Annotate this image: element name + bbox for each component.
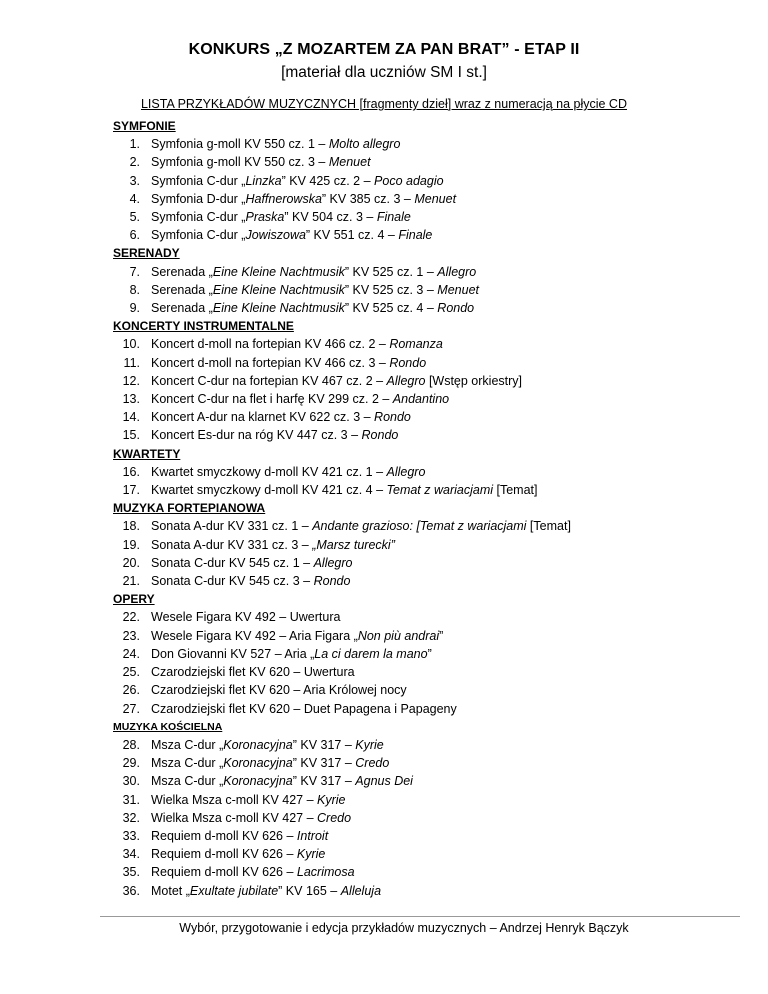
section-heading: MUZYKA KOŚCIELNA — [113, 720, 223, 733]
list-item — [100, 208, 740, 226]
item-text-part: ” KV 165 – — [278, 883, 341, 898]
section-heading: KWARTETY — [113, 446, 181, 461]
item-text — [140, 335, 443, 353]
item-text-part: Serenada „ — [151, 301, 213, 316]
item-text-part: Requiem d-moll KV 626 – — [151, 828, 297, 843]
item-text-part: ” KV 317 – — [292, 737, 356, 752]
item-text-part: Koncert C-dur na flet i harfę KV 299 cz. 2 – — [151, 392, 393, 407]
item-number: 32. — [122, 810, 140, 825]
item-text-part: ” KV 551 cz. 4 – — [305, 228, 399, 243]
item-text-part: ” KV 525 cz. 4 – — [344, 301, 438, 316]
item-number: 16. — [122, 464, 140, 479]
item-number: 33. — [122, 828, 140, 843]
item-text — [140, 791, 346, 809]
item-text-italic: La ci darem la mano — [314, 646, 428, 661]
item-text-part: Czarodziejski flet KV 620 – Aria Królowej nocy — [151, 683, 407, 698]
item-text-part: Symfonia D-dur „ — [151, 191, 246, 206]
list-heading: LISTA PRZYKŁADÓW MUZYCZNYCH [fragmenty dzieł] wraz z numeracją na płycie CD — [140, 97, 627, 111]
item-text — [140, 700, 457, 718]
item-text-part: Sonata A-dur KV 331 cz. 1 – — [151, 519, 313, 534]
item-text-italic: Kyrie — [355, 737, 384, 752]
item-text — [140, 190, 456, 208]
item-text — [140, 463, 425, 481]
item-text-part: Sonata C-dur KV 545 cz. 3 – — [151, 574, 314, 589]
list-item — [100, 372, 740, 390]
item-text-italic: Poco adagio — [374, 173, 444, 188]
item-text-part: Sonata A-dur KV 331 cz. 3 – — [151, 537, 313, 552]
section-heading: SYMFONIE — [113, 119, 176, 133]
section-heading: MUZYKA FORTEPIANOWA — [113, 501, 266, 516]
item-text-italic: Andante grazioso: [Temat z wariacjami — [312, 519, 527, 534]
item-text-part: ” KV 317 – — [292, 774, 356, 789]
item-text-part: Symfonia g-moll KV 550 cz. 1 – — [151, 137, 329, 152]
list-item — [100, 354, 740, 372]
item-text — [140, 517, 571, 535]
item-number: 20. — [122, 555, 140, 570]
item-number: 9. — [129, 301, 140, 316]
item-text-part: Wesele Figara KV 492 – Uwertura — [151, 610, 341, 625]
item-number: 1. — [129, 137, 140, 152]
item-text-part: Koncert d-moll na fortepian KV 466 cz. 3 – — [151, 355, 390, 370]
item-text-italic: Allegro — [437, 264, 477, 279]
item-text — [140, 390, 449, 408]
item-text-italic: Jowiszowa — [245, 228, 306, 243]
item-text-italic: Finale — [376, 210, 411, 225]
item-text-italic: Credo — [355, 756, 390, 771]
item-text — [140, 608, 340, 626]
item-text-italic: „Marsz turecki” — [312, 537, 395, 552]
item-text — [140, 408, 411, 426]
item-number: 17. — [122, 483, 140, 498]
item-number: 2. — [129, 155, 140, 170]
item-text — [140, 827, 328, 845]
list-item — [100, 627, 740, 645]
list-item — [100, 663, 740, 681]
item-text-part: ” — [427, 646, 432, 661]
item-text-part: Msza C-dur „ — [151, 774, 224, 789]
item-text-part: Koncert d-moll na fortepian KV 466 cz. 2 – — [151, 337, 390, 352]
item-number: 6. — [129, 228, 140, 243]
item-number: 34. — [122, 847, 140, 862]
item-number: 12. — [122, 373, 140, 388]
item-text — [140, 663, 355, 681]
item-text-italic: Eine Kleine Nachtmusik — [212, 264, 345, 279]
item-text-italic: Allegro — [313, 555, 353, 570]
item-text-part: Koncert Es-dur na róg KV 447 cz. 3 – — [151, 428, 362, 443]
item-number: 24. — [122, 646, 140, 661]
item-number: 3. — [129, 173, 140, 188]
section-heading: KONCERTY INSTRUMENTALNE — [113, 319, 294, 334]
list-item — [100, 299, 740, 317]
list-item — [100, 700, 740, 718]
list-item — [100, 426, 740, 444]
item-text — [140, 681, 407, 699]
item-text-italic: Kyrie — [296, 847, 326, 862]
item-text-part: ” KV 425 cz. 2 – — [281, 173, 375, 188]
list-item — [100, 863, 740, 881]
item-number: 19. — [122, 537, 140, 552]
item-text — [140, 372, 522, 390]
item-text-italic: Credo — [317, 810, 352, 825]
item-text-italic: Lacrimosa — [296, 865, 355, 880]
item-text — [140, 863, 355, 881]
item-text-part: [Wstęp orkiestry] — [425, 373, 523, 388]
item-text-italic: Rondo — [389, 355, 427, 370]
item-text-italic: Alleluja — [340, 883, 382, 898]
footer-divider — [100, 916, 740, 917]
list-item — [100, 481, 740, 499]
item-number: 18. — [122, 519, 140, 534]
item-text-part: Motet „ — [151, 883, 190, 898]
list-item — [100, 681, 740, 699]
item-text-italic: Temat z wariacjami — [386, 483, 494, 498]
item-text-italic: Haffnerowska — [245, 191, 322, 206]
item-number: 26. — [122, 683, 140, 698]
list-item — [100, 772, 740, 790]
list-item — [100, 809, 740, 827]
item-text — [140, 208, 411, 226]
list-item — [100, 390, 740, 408]
item-text — [140, 754, 389, 772]
item-number: 8. — [129, 282, 140, 297]
list-item — [100, 408, 740, 426]
item-text-part: Serenada „ — [151, 264, 213, 279]
item-text-part: ” KV 525 cz. 1 – — [344, 264, 438, 279]
item-text-italic: Koronacyjna — [223, 737, 293, 752]
item-text-italic: Menuet — [437, 282, 479, 297]
item-text — [140, 226, 432, 244]
list-item — [100, 882, 740, 900]
list-item — [100, 572, 740, 590]
item-text-part: Wesele Figara KV 492 – Aria Figara „ — [151, 628, 358, 643]
item-number: 30. — [122, 774, 140, 789]
section-heading: OPERY — [113, 592, 155, 607]
list-item — [100, 172, 740, 190]
item-text-part: ” KV 385 cz. 3 – — [321, 191, 415, 206]
item-text-italic: Allegro — [386, 464, 426, 479]
item-text — [140, 354, 426, 372]
item-text-part: [Temat] — [526, 519, 571, 534]
item-text-italic: Eine Kleine Nachtmusik — [212, 282, 345, 297]
item-text-part: Serenada „ — [151, 282, 213, 297]
list-item — [100, 263, 740, 281]
item-text-part: Wielka Msza c-moll KV 427 – — [151, 792, 318, 807]
item-text-part: Requiem d-moll KV 626 – — [151, 865, 297, 880]
item-number: 31. — [122, 792, 140, 807]
list-item — [100, 827, 740, 845]
list-item — [100, 335, 740, 353]
list-item — [100, 463, 740, 481]
item-text — [140, 481, 537, 499]
item-text-italic: Exultate jubilate — [189, 883, 279, 898]
item-text — [140, 645, 432, 663]
item-text — [140, 772, 413, 790]
list-item — [100, 608, 740, 626]
item-text — [140, 426, 398, 444]
list-item — [100, 135, 740, 153]
item-text-italic: Kyrie — [317, 792, 346, 807]
item-text-italic: Molto allegro — [328, 137, 401, 152]
item-text — [140, 299, 474, 317]
item-text — [140, 736, 384, 754]
item-number: 10. — [122, 337, 140, 352]
item-text-part: ” KV 525 cz. 3 – — [344, 282, 438, 297]
item-number: 7. — [129, 264, 140, 279]
item-number: 36. — [122, 883, 140, 898]
item-text-italic: Rondo — [374, 410, 411, 425]
list-item — [100, 153, 740, 171]
item-text-part: Koncert A-dur na klarnet KV 622 cz. 3 – — [151, 410, 375, 425]
item-text-italic: Linzka — [245, 173, 282, 188]
item-number: 11. — [123, 355, 140, 370]
item-text — [140, 882, 381, 900]
item-text-part: Kwartet smyczkowy d-moll KV 421 cz. 4 – — [151, 483, 387, 498]
item-text — [140, 627, 443, 645]
item-text-italic: Andantino — [392, 392, 450, 407]
list-item — [100, 281, 740, 299]
item-text-italic: Menuet — [328, 155, 371, 170]
item-text-part: Czarodziejski flet KV 620 – Uwertura — [151, 665, 355, 680]
item-number: 4. — [129, 191, 140, 206]
list-item — [100, 554, 740, 572]
item-text-italic: Menuet — [414, 191, 457, 206]
page-title: KONKURS „Z MOZARTEM ZA PAN BRAT” - ETAP II — [188, 41, 580, 58]
item-text-part: Don Giovanni KV 527 – Aria „ — [151, 646, 315, 661]
item-text-part: Kwartet smyczkowy d-moll KV 421 cz. 1 – — [151, 464, 387, 479]
item-text-italic: Rondo — [437, 301, 475, 316]
item-text-part: Requiem d-moll KV 626 – — [151, 847, 297, 862]
item-text-part: ” KV 317 – — [292, 756, 356, 771]
item-text — [140, 281, 479, 299]
item-text-italic: Introit — [296, 828, 329, 843]
item-text — [140, 845, 325, 863]
item-text-part: Symfonia C-dur „ — [151, 228, 246, 243]
list-item — [100, 226, 740, 244]
item-number: 27. — [122, 701, 140, 716]
item-text-part: Czarodziejski flet KV 620 – Duet Papagena i Papageny — [151, 701, 457, 716]
item-number: 13. — [122, 392, 140, 407]
item-text — [140, 554, 353, 572]
item-text-italic: Non più andrai — [357, 628, 440, 643]
item-text-part: ” KV 504 cz. 3 – — [284, 210, 377, 225]
item-text-part: [Temat] — [493, 483, 538, 498]
item-text-part: Symfonia C-dur „ — [151, 210, 246, 225]
list-item — [100, 791, 740, 809]
item-text — [140, 572, 350, 590]
item-number: 22. — [122, 610, 140, 625]
list-item — [100, 736, 740, 754]
item-number: 35. — [122, 865, 140, 880]
item-number: 5. — [129, 210, 140, 225]
list-item — [100, 845, 740, 863]
item-number: 15. — [122, 428, 140, 443]
item-text-italic: Eine Kleine Nachtmusik — [212, 301, 345, 316]
item-text-italic: Praska — [245, 210, 285, 225]
item-text-part: Sonata C-dur KV 545 cz. 1 – — [151, 555, 314, 570]
list-item — [100, 517, 740, 535]
list-item — [100, 536, 740, 554]
item-text-part: Symfonia g-moll KV 550 cz. 3 – — [151, 155, 329, 170]
item-number: 21. — [122, 574, 140, 589]
item-text — [140, 153, 371, 171]
section-heading: SERENADY — [113, 246, 180, 261]
item-text-part: Msza C-dur „ — [151, 756, 224, 771]
item-text — [140, 172, 444, 190]
item-text — [140, 536, 395, 554]
item-text-part: Msza C-dur „ — [151, 737, 224, 752]
footer-credit: Wybór, przygotowanie i edycja przykładów muzycznych – Andrzej Henryk Bączyk — [179, 921, 629, 935]
item-text-italic: Romanza — [389, 337, 443, 352]
item-number: 14. — [122, 410, 140, 425]
item-text-italic: Koronacyjna — [223, 756, 293, 771]
item-number: 23. — [122, 628, 140, 643]
list-item — [100, 754, 740, 772]
item-text-part: Symfonia C-dur „ — [151, 173, 246, 188]
item-number: 28. — [122, 737, 140, 752]
music-example-list — [100, 117, 740, 900]
item-text-italic: Allegro — [386, 373, 426, 388]
item-text-italic: Finale — [398, 228, 433, 243]
list-item — [100, 645, 740, 663]
page-subtitle: [materiał dla uczniów SM I st.] — [281, 64, 487, 81]
item-text-italic: Koronacyjna — [223, 774, 293, 789]
list-item — [100, 190, 740, 208]
item-number: 29. — [122, 756, 140, 771]
item-text-italic: Rondo — [361, 428, 399, 443]
item-text-part: Wielka Msza c-moll KV 427 – — [151, 810, 318, 825]
item-text-part: Koncert C-dur na fortepian KV 467 cz. 2 – — [151, 373, 387, 388]
item-number: 25. — [122, 665, 140, 680]
item-text-part: ” — [439, 628, 444, 643]
item-text — [140, 135, 400, 153]
item-text — [140, 263, 476, 281]
item-text — [140, 809, 351, 827]
item-text-italic: Rondo — [313, 574, 351, 589]
item-text-italic: Agnus Dei — [355, 774, 413, 789]
